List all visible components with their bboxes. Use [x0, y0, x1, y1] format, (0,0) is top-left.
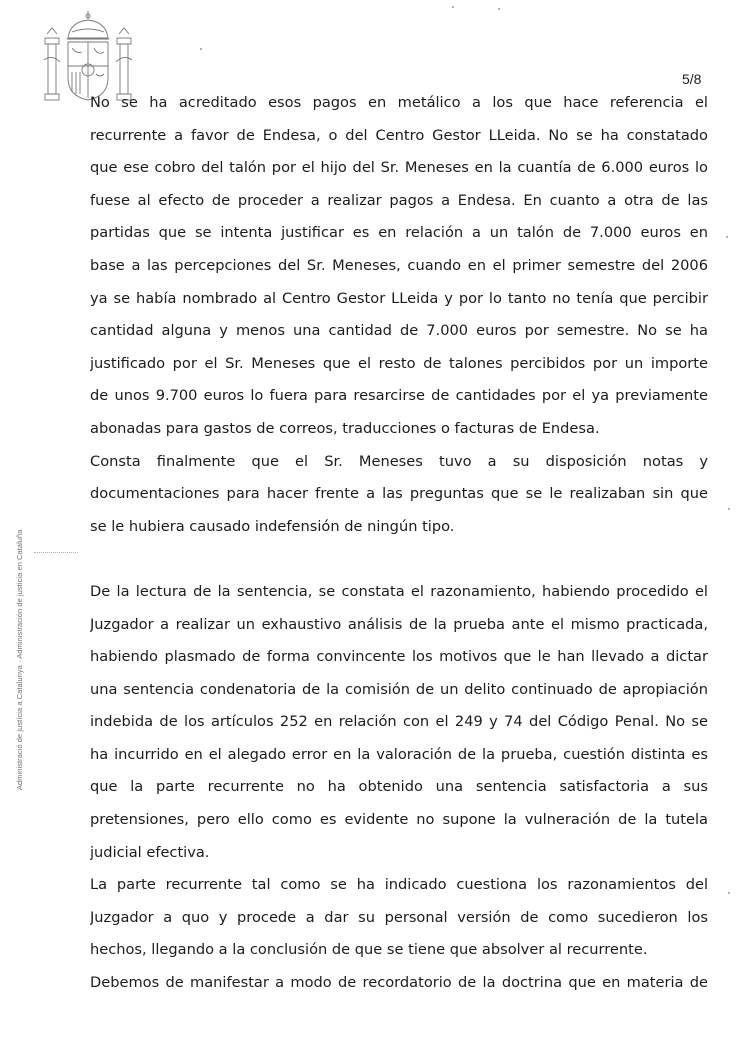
text-line: fuese al efecto de proceder a realizar pagos a Endesa. En cuanto a otra de las [90, 191, 708, 209]
text-line: ya se había nombrado al Centro Gestor LLeida y por lo tanto no tenía que percibir [90, 289, 708, 307]
text-line: pretensiones, pero ello como es evidente no supone la vulneración de la tutela [90, 811, 708, 829]
scan-speck [728, 508, 730, 510]
paragraph-payments [90, 92, 708, 451]
text-line: De la lectura de la sentencia, se constata el razonamiento, habiendo procedido el [90, 582, 708, 600]
text-line: Consta finalmente que el Sr. Meneses tuvo a su disposición notas y [90, 452, 708, 470]
text-line: Juzgador a realizar un exhaustivo análisis de la prueba ante el mismo practicada, [90, 615, 708, 633]
text-line: indebida de los artículos 252 en relación con el 249 y 74 del Código Penal. No se [90, 713, 708, 731]
text-line: justificado por el Sr. Meneses que el resto de talones percibidos por un importe [90, 354, 708, 372]
paragraph-appellant [90, 874, 708, 972]
text-line: habiendo plasmado de forma convincente los motivos que le han llevado a dictar [90, 648, 708, 666]
text-line: judicial efectiva. [90, 843, 210, 861]
page-number: 5/8 [682, 71, 702, 87]
document-body [90, 92, 708, 1005]
text-line: partidas que se intenta justificar es en relación a un talón de 7.000 euros en [90, 224, 708, 242]
text-line: Debemos de manifestar a modo de recordatorio de la doctrina que en materia de [90, 974, 708, 992]
text-line: que ese cobro del talón por el hijo del Sr. Meneses en la cuantía de 6.000 euros lo [90, 159, 708, 177]
text-line: se le hubiera causado indefensión de ningún tipo. [90, 517, 455, 535]
text-line: de unos 9.700 euros lo fuera para resarcirse de cantidades por el ya previamente [90, 387, 708, 405]
text-line: No se ha acreditado esos pagos en metálico a los que hace referencia el [90, 94, 708, 111]
scan-speck [452, 6, 454, 8]
stamp-dots [34, 552, 78, 554]
text-line: Juzgador a quo y procede a dar su personal versión de como sucedieron los [90, 908, 708, 926]
text-line: abonadas para gastos de correos, traducciones o facturas de Endesa. [90, 419, 600, 437]
scan-speck [726, 236, 728, 238]
scan-speck [728, 892, 730, 894]
scan-speck [498, 8, 500, 10]
text-line: que la parte recurrente no ha obtenido una sentencia satisfactoria a sus [90, 778, 708, 796]
text-line: documentaciones para hacer frente a las preguntas que se le realizaban sin que [90, 485, 708, 503]
side-stamp: Administració de justícia a Catalunya · Administración de justicia en Cataluña [15, 529, 24, 790]
text-line: hechos, llegando a la conclusión de que se tiene que absolver al recurrente. [90, 941, 648, 959]
text-line: recurrente a favor de Endesa, o del Centro Gestor LLeida. No se ha constatado [90, 126, 708, 144]
paragraph-doctrine [90, 972, 708, 1005]
paragraph-judgment-reading [90, 581, 708, 874]
paragraph-spacer [90, 548, 708, 581]
paragraph-documentation [90, 451, 708, 549]
text-line: una sentencia condenatoria de la comisión de un delito continuado de apropiación [90, 680, 708, 698]
text-line: La parte recurrente tal como se ha indicado cuestiona los razonamientos del [90, 876, 708, 894]
text-line: cantidad alguna y menos una cantidad de 7.000 euros por semestre. No se ha [90, 322, 708, 340]
text-line: ha incurrido en el alegado error en la valoración de la prueba, cuestión distinta es [90, 745, 708, 763]
scan-speck [200, 48, 202, 50]
text-line: base a las percepciones del Sr. Meneses, cuando en el primer semestre del 2006 [90, 256, 708, 274]
